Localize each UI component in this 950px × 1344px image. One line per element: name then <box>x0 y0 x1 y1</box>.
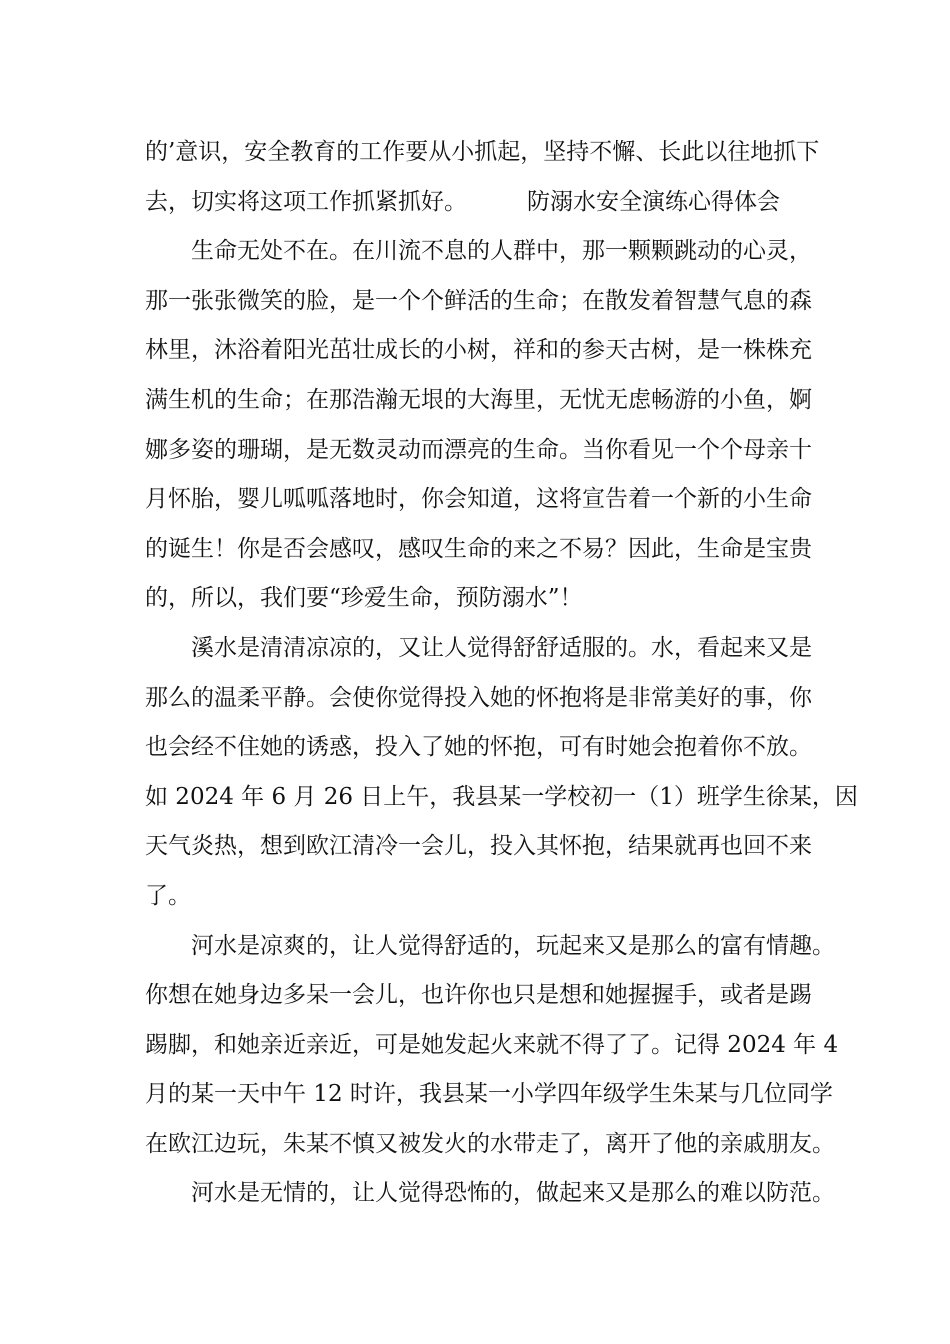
text-line: 的诞生！你是否会感叹，感叹生命的来之不易？因此，生命是宝贵 <box>145 535 812 562</box>
text-line: 满生机的生命；在那浩瀚无垠的大海里，无忧无虑畅游的小鱼，婀 <box>145 386 812 413</box>
text-line: 如 2024 年 6 月 26 日上午，我县某一学校初一（1）班学生徐某，因 <box>145 783 858 810</box>
text-line-with-title <box>145 178 835 228</box>
text-line: 也会经不住她的诱惑，投入了她的怀抱，可有时她会抱着你不放。 <box>145 734 812 761</box>
paragraph-first-line: 溪水是清清凉凉的，又让人觉得舒舒适服的。水，看起来又是 <box>191 634 812 661</box>
text-line: 的，所以，我们要“珍爱生命，预防溺水”！ <box>145 585 583 612</box>
paragraph-first-line: 河水是凉爽的，让人觉得舒适的，玩起来又是那么的富有情趣。 <box>191 932 835 959</box>
text-line: 月的某一天中午 12 时许，我县某一小学四年级学生朱某与几位同学 <box>145 1081 833 1108</box>
paragraph-first-line: 生命无处不在。在川流不息的人群中，那一颗颗跳动的心灵， <box>191 238 812 265</box>
document-body <box>145 128 858 1219</box>
document-title: 防溺水安全演练心得体会 <box>527 188 780 215</box>
text-line: 去，切实将这项工作抓紧抓好。 <box>145 188 467 215</box>
text-line: 娜多姿的珊瑚，是无数灵动而漂亮的生命。当你看见一个个母亲十 <box>145 436 812 463</box>
text-line: 踢脚，和她亲近亲近，可是她发起火来就不得了了。记得 2024 年 4 <box>145 1031 839 1058</box>
text-line: 在欧江边玩，朱某不慎又被发火的水带走了，离开了他的亲戚朋友。 <box>145 1130 835 1157</box>
text-line: 林里，沐浴着阳光茁壮成长的小树，祥和的参天古树，是一株株充 <box>145 337 812 364</box>
text-line: 你想在她身边多呆一会儿，也许你也只是想和她握握手，或者是踢 <box>145 982 812 1009</box>
text-line: 那么的温柔平静。会使你觉得投入她的怀抱将是非常美好的事，你 <box>145 684 812 711</box>
text-line: 的’意识，安全教育的工作要从小抓起，坚持不懈、长此以往地抓下 <box>145 139 820 165</box>
text-line: 那一张张微笑的脸，是一个个鲜活的生命；在散发着智慧气息的森 <box>145 287 812 314</box>
text-line: 了。 <box>145 882 191 909</box>
text-line: 月怀胎，婴儿呱呱落地时，你会知道，这将宣告着一个新的小生命 <box>145 486 812 513</box>
text-line: 天气炎热，想到欧江清冷一会儿，投入其怀抱，结果就再也回不来 <box>145 833 812 860</box>
paragraph-first-line: 河水是无情的，让人觉得恐怖的，做起来又是那么的难以防范。 <box>191 1180 835 1207</box>
